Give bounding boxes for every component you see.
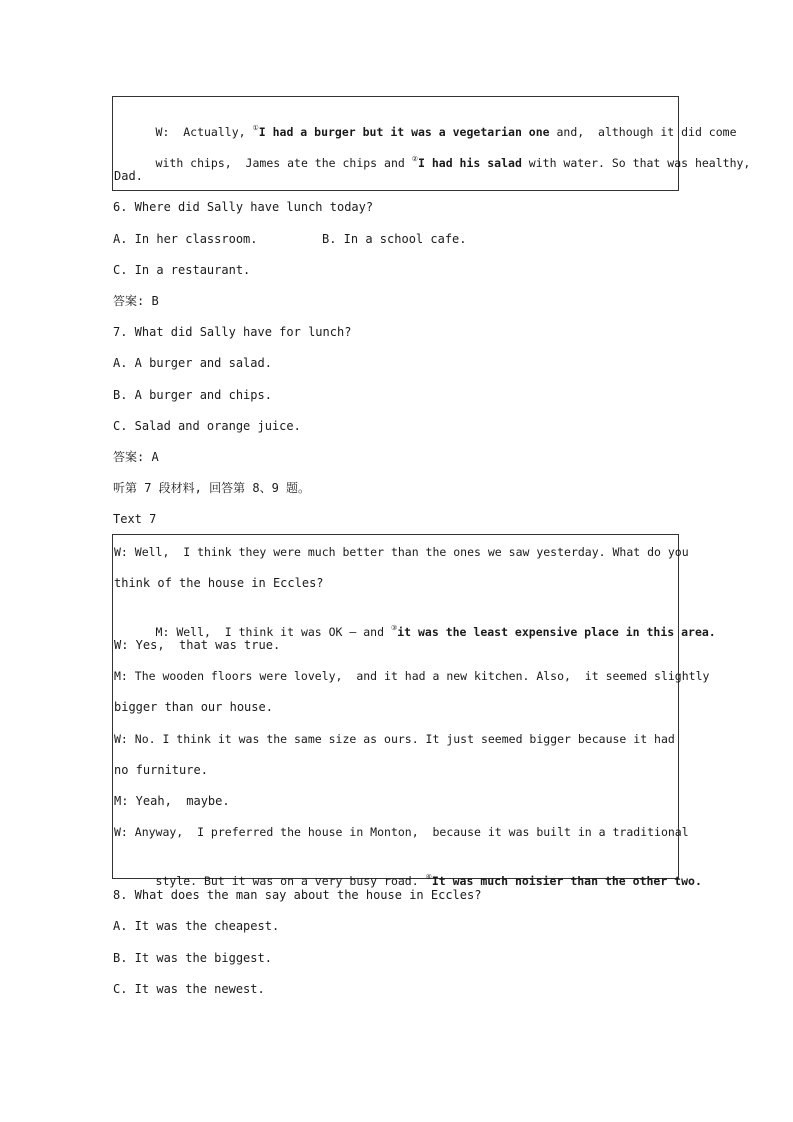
footnote-mark: ④ bbox=[425, 873, 432, 881]
question-8: 8. What does the man say about the house in Eccles? bbox=[113, 888, 482, 902]
transcript-line: no furniture. bbox=[114, 763, 208, 777]
transcript-line: M: The wooden floors were lovely, and it had a new kitchen. Also, it seemed slightly bbox=[114, 669, 710, 683]
answer-7: 答案: A bbox=[113, 450, 159, 464]
section-instruction: 听第 7 段材料, 回答第 8、9 题。 bbox=[113, 481, 311, 495]
transcript-text: W: Actually, bbox=[155, 125, 253, 139]
transcript-line: think of the house in Eccles? bbox=[114, 576, 324, 590]
highlight-text: It was much noisier than the other two. bbox=[431, 874, 702, 888]
highlight-text: it was the least expensive place in this area. bbox=[397, 625, 716, 639]
transcript-line: M: Yeah, maybe. bbox=[114, 794, 230, 808]
transcript-line: W: Anyway, I preferred the house in Monton, because it was built in a traditional bbox=[114, 825, 689, 839]
transcript-line: bigger than our house. bbox=[114, 700, 273, 714]
transcript-text: M: Well, I think it was OK — and bbox=[155, 625, 391, 639]
transcript-line: W: Well, I think they were much better than the ones we saw yesterday. What do you bbox=[114, 545, 689, 559]
transcript-text: with water. So that was healthy, bbox=[521, 156, 751, 170]
transcript-text: and, although it did come bbox=[549, 125, 737, 139]
option-6b: B. In a school cafe. bbox=[322, 232, 467, 246]
transcript-box-text7 bbox=[112, 534, 716, 888]
answer-6: 答案: B bbox=[113, 294, 159, 308]
highlight-text: I had a burger but it was a vegetarian one bbox=[258, 125, 550, 139]
text7-title: Text 7 bbox=[113, 512, 157, 526]
transcript-line: Dad. bbox=[114, 169, 143, 183]
option-7a: A. A burger and salad. bbox=[113, 356, 272, 370]
option-6c: C. In a restaurant. bbox=[113, 263, 251, 277]
option-6a: A. In her classroom. bbox=[113, 232, 258, 246]
option-8c: C. It was the newest. bbox=[113, 982, 265, 996]
option-7c: C. Salad and orange juice. bbox=[113, 419, 301, 433]
transcript-line bbox=[114, 138, 750, 184]
highlight-text: I had his salad bbox=[418, 156, 522, 170]
option-8a: A. It was the cheapest. bbox=[113, 919, 280, 933]
footnote-mark: ③ bbox=[390, 624, 398, 632]
transcript-line: W: Yes, that was true. bbox=[114, 638, 281, 652]
footnote-mark: ① bbox=[252, 124, 259, 132]
option-7b: B. A burger and chips. bbox=[113, 388, 272, 402]
transcript-box-text6 bbox=[112, 96, 751, 191]
footnote-mark: ② bbox=[411, 155, 419, 163]
question-7: 7. What did Sally have for lunch? bbox=[113, 325, 352, 339]
option-8b: B. It was the biggest. bbox=[113, 951, 272, 965]
transcript-text: with chips, James ate the chips and bbox=[155, 156, 412, 170]
transcript-text: style. But it was on a very busy road. bbox=[155, 874, 426, 888]
question-6: 6. Where did Sally have lunch today? bbox=[113, 200, 374, 214]
transcript-line: W: No. I think it was the same size as ours. It just seemed bigger because it had bbox=[114, 732, 675, 746]
